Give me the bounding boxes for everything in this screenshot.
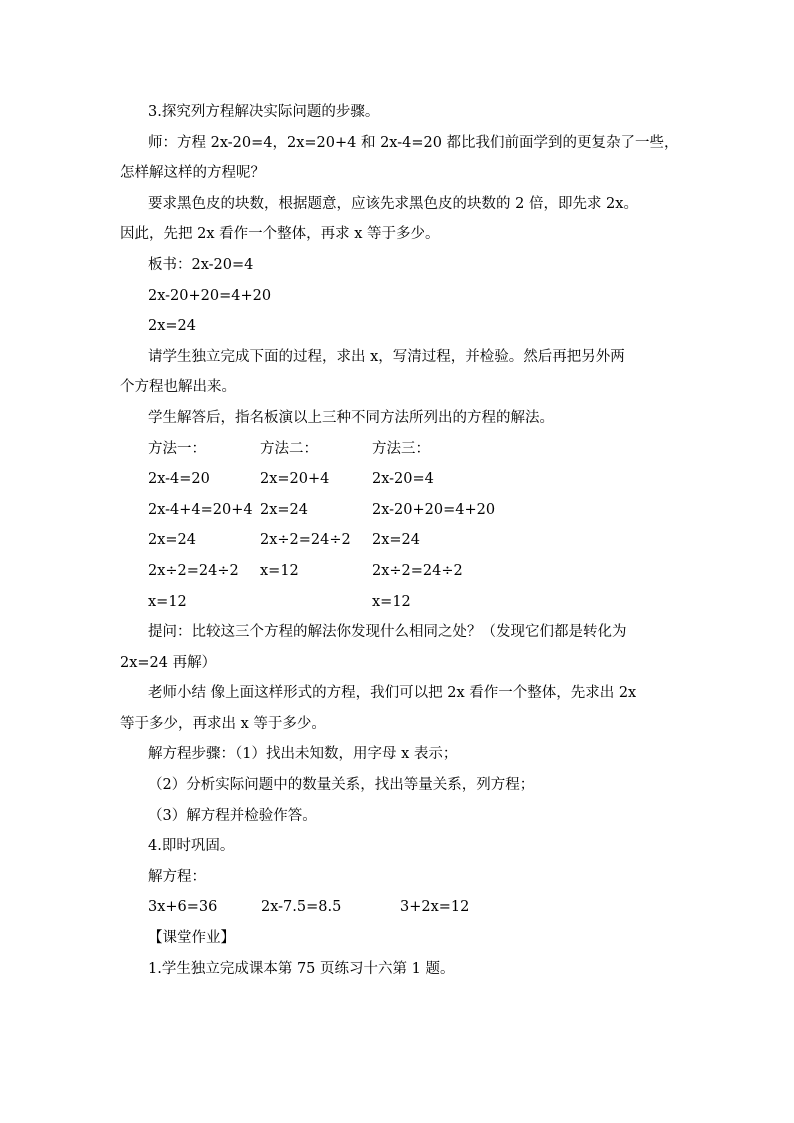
solve-label: 解方程： (148, 868, 206, 885)
question-line-2: 2x=24 再解） (120, 654, 217, 671)
section-4-heading: 4.即时巩固。 (148, 838, 235, 855)
methods-header-row (120, 434, 680, 465)
practice-equation: 3+2x=12 (400, 899, 470, 916)
practice-equation: 2x-7.5=8.5 (261, 899, 342, 916)
task-line-1: 请学生独立完成下面的过程，求出 x，写清过程，并检验。然后再把另外两 (148, 348, 625, 365)
method-1-step: 2x-4=20 (148, 471, 210, 488)
explanation-line-1: 要求黑色皮的块数，根据题意，应该先求黑色皮的块数的 2 倍，即先求 2x。 (148, 195, 638, 212)
steps-line-1: 解方程步骤：（1）找出未知数，用字母 x 表示； (148, 746, 458, 763)
section-3-heading: 3.探究列方程解决实际问题的步骤。 (148, 104, 380, 120)
task-line-2: 个方程也解出来。 (120, 379, 236, 396)
teacher-question-line-2: 怎样解这样的方程呢？ (120, 165, 265, 182)
methods-row (120, 464, 680, 495)
summary-line-1: 老师小结 像上面这样形式的方程，我们可以把 2x 看作一个整体，先求出 2x (148, 685, 637, 702)
method-3-step: x=12 (372, 593, 411, 610)
steps-line-3: （3）解方程并检验作答。 (148, 807, 317, 824)
question-line-1: 提问：比较这三个方程的解法你发现什么相同之处？（发现它们都是转化为 (148, 624, 627, 641)
method-3-step: 2x-20=4 (372, 471, 434, 488)
method-2-step: x=12 (260, 562, 299, 579)
steps-line-2: （2）分析实际问题中的数量关系，找出等量关系，列方程； (148, 777, 535, 794)
method-3-step: 2x=24 (372, 532, 421, 549)
summary-line-2: 等于多少，再求出 x 等于多少。 (120, 715, 326, 732)
method-2-header: 方法二： (260, 440, 318, 457)
methods-row (120, 495, 680, 526)
practice-equation: 3x+6=36 (148, 899, 218, 916)
method-1-step: 2x=24 (148, 532, 197, 549)
methods-row (120, 587, 680, 618)
practice-equations-row (120, 892, 680, 923)
method-3-step: 2x-20+20=4+20 (372, 501, 496, 518)
method-1-step: 2x-4+4=20+4 (148, 501, 253, 518)
after-answer-line: 学生解答后，指名板演以上三种不同方法所列出的方程的解法。 (148, 409, 554, 426)
method-1-step: 2x÷2=24÷2 (148, 562, 239, 579)
explanation-line-2: 因此，先把 2x 看作一个整体，再求 x 等于多少。 (120, 226, 440, 243)
method-1-step: x=12 (148, 593, 187, 610)
method-3-step: 2x÷2=24÷2 (372, 562, 463, 579)
board-label: 板书：2x-20=4 (148, 256, 254, 273)
teacher-question-line-1: 师：方程 2x-20=4，2x=20+4 和 2x-4=20 都比我们前面学到的更复杂了一些， (148, 134, 679, 151)
method-3-header: 方法三： (372, 440, 430, 457)
homework-item-1: 1.学生独立完成课本第 75 页练习十六第 1 题。 (148, 960, 455, 977)
method-1-header: 方法一： (148, 440, 206, 457)
board-step-3: 2x=24 (148, 318, 197, 335)
method-2-step: 2x=20+4 (260, 471, 330, 488)
homework-heading: 【课堂作业】 (148, 930, 235, 947)
method-2-step (260, 587, 372, 618)
methods-row (120, 525, 680, 556)
methods-row (120, 556, 680, 587)
board-step-2: 2x-20+20=4+20 (148, 287, 272, 304)
method-2-step: 2x=24 (260, 501, 309, 518)
document-body (120, 97, 680, 984)
method-2-step: 2x÷2=24÷2 (260, 532, 351, 549)
